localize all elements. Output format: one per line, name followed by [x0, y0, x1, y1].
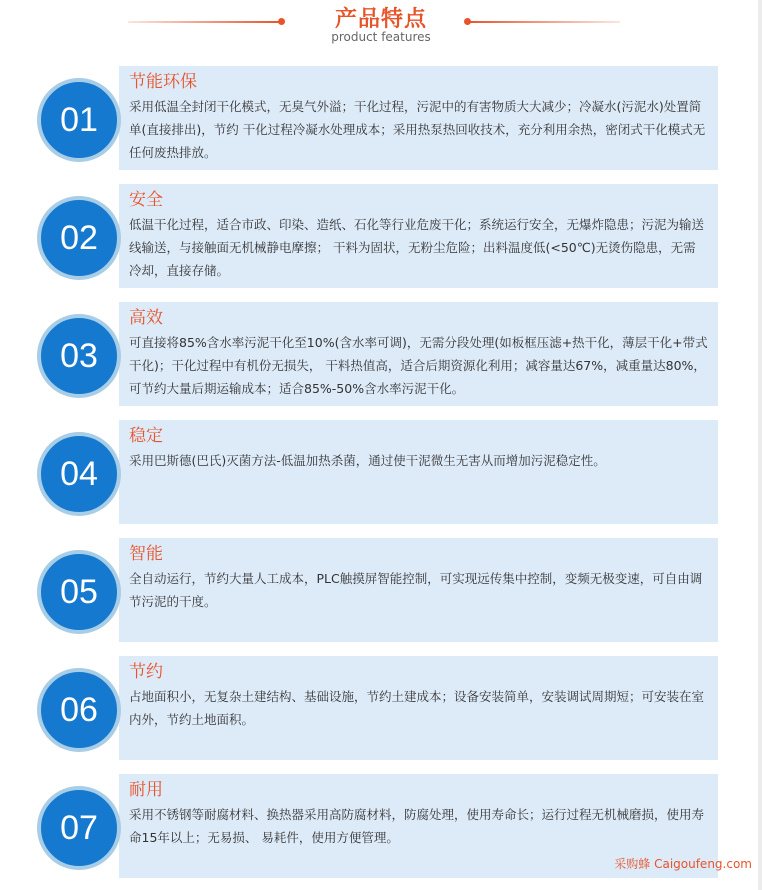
- feature-item-safety: [0, 184, 762, 288]
- header-line-right: [468, 21, 620, 23]
- feature-description: 可直接将85%含水率污泥干化至10%(含水率可调)，无需分段处理(如板框压滤+热干化，薄层干化+带式干化)；干化过程中有机份无损失， 干料热值高，适合后期资源化利用；减容量达67%，减重量达80%，可节约大量后期运输成本；适合85%-50%含水率污泥干化。: [129, 335, 708, 396]
- feature-title: 稳定: [129, 426, 163, 446]
- feature-card: [119, 656, 718, 760]
- feature-number-badge: 06: [37, 668, 121, 752]
- feature-card: [119, 184, 718, 288]
- feature-description: 采用巴斯德(巴氏)灭菌方法-低温加热杀菌，通过使干泥微生无害从而增加污泥稳定性。: [129, 453, 606, 468]
- feature-number-badge: 01: [37, 78, 121, 162]
- feature-item-efficiency: [0, 302, 762, 406]
- section-subtitle: product features: [331, 30, 431, 44]
- feature-card: [119, 66, 718, 170]
- feature-title: 高效: [129, 308, 163, 328]
- feature-description: 采用低温全封闭干化模式，无臭气外溢；干化过程，污泥中的有害物质大大减少；冷凝水(污泥水)处置简单(直接排出)，节约 干化过程冷凝水处理成本；采用热泵热回收技术，充分利用余热，密闭式干化模式无任何废热排放。: [129, 99, 706, 160]
- feature-item-economy: [0, 656, 762, 760]
- feature-title: 安全: [129, 190, 163, 210]
- feature-title: 智能: [129, 544, 163, 564]
- feature-number-badge: 05: [37, 550, 121, 634]
- feature-card: [119, 538, 718, 642]
- feature-title: 耐用: [129, 780, 163, 800]
- feature-description: 采用不锈钢等耐腐材料、换热器采用高防腐材料，防腐处理，使用寿命长；运行过程无机械磨损，使用寿命15年以上；无易损、 易耗件，使用方便管理。: [129, 807, 705, 845]
- feature-title: 节能环保: [129, 72, 197, 92]
- feature-card: [119, 420, 718, 524]
- feature-item-energy-saving: [0, 66, 762, 170]
- feature-item-intelligent: [0, 538, 762, 642]
- feature-description: 全自动运行，节约大量人工成本，PLC触摸屏智能控制，可实现远传集中控制，变频无极变速，可自由调节污泥的干度。: [129, 571, 703, 609]
- feature-number-badge: 04: [37, 432, 121, 516]
- feature-item-stability: [0, 420, 762, 524]
- feature-title: 节约: [129, 662, 163, 682]
- feature-description: 低温干化过程，适合市政、印染、造纸、石化等行业危废干化；系统运行安全，无爆炸隐患；污泥为输送线输送，与接触面无机械静电摩擦； 干料为固状，无粉尘危险；出料温度低(<50℃)无烫伤隐患，无需冷却，直接存储。: [129, 217, 705, 278]
- feature-description: 占地面积小，无复杂土建结构、基础设施，节约土建成本；设备安装简单，安装调试周期短；可安装在室内外，节约土地面积。: [129, 689, 705, 727]
- section-title: 产品特点: [334, 7, 427, 32]
- feature-card: [119, 302, 718, 406]
- section-header: [0, 0, 762, 52]
- feature-number-badge: 02: [37, 196, 121, 280]
- watermark: 采购蜂 Caigoufeng.com: [614, 857, 752, 871]
- feature-number-badge: 03: [37, 314, 121, 398]
- feature-number-badge: 07: [37, 786, 121, 870]
